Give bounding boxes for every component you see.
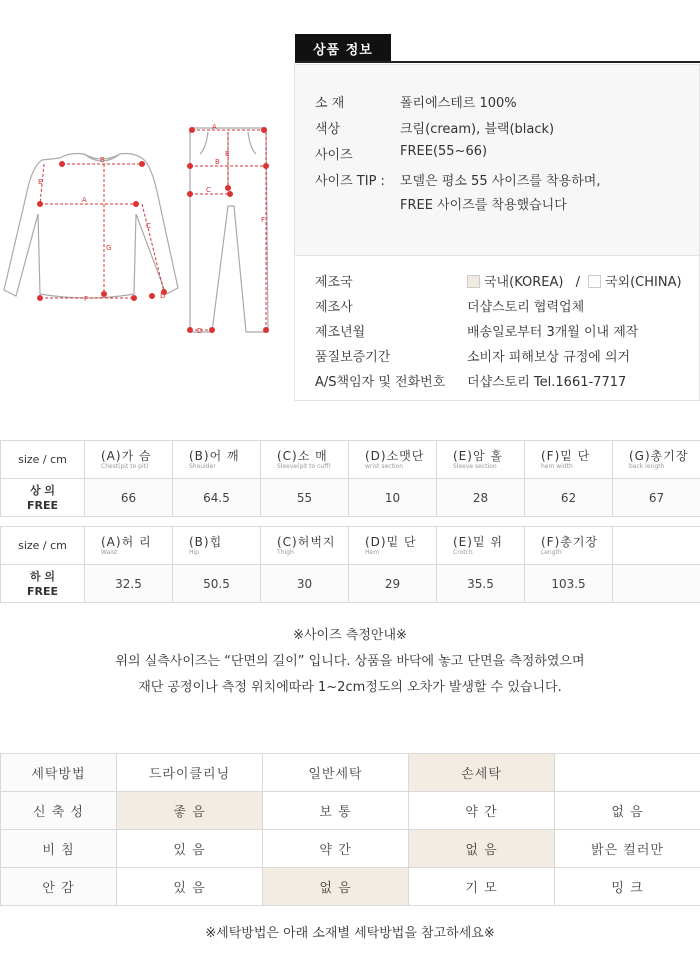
maker-value-date: 배송일로부터 3개월 이내 제작 bbox=[467, 325, 639, 340]
maker-label-as: A/S책임자 및 전화번호 bbox=[315, 375, 446, 390]
maker-box bbox=[294, 255, 700, 401]
bottom-value-thigh: 30 bbox=[261, 565, 349, 603]
top-header-wrist: (D)소맷단 wrist section bbox=[349, 441, 437, 479]
care-cell: 약 간 bbox=[263, 830, 409, 868]
top-value-hem: 62 bbox=[525, 479, 613, 517]
bottom-value-hem: 29 bbox=[349, 565, 437, 603]
size-note-title: ※사이즈 측정안내※ bbox=[293, 628, 407, 643]
care-cell: 일반세탁 bbox=[263, 754, 409, 792]
top-size-table bbox=[0, 440, 700, 517]
bottom-header-crotch: (E)밑 위 Crotch bbox=[437, 527, 525, 565]
top-header-length: (G)총기장 back length bbox=[613, 441, 700, 479]
top-value-chest: 66 bbox=[85, 479, 173, 517]
spec-label-size: 사이즈 bbox=[315, 148, 353, 163]
diagram-label-d: D bbox=[160, 292, 166, 300]
diagram-label-g: G bbox=[106, 244, 112, 252]
top-value-length: 67 bbox=[613, 479, 700, 517]
bottom-header-empty bbox=[613, 527, 700, 565]
care-cell-selected: 손세탁 bbox=[409, 754, 555, 792]
top-row-label: 상 의 FREE bbox=[1, 479, 85, 517]
country-china: 국외(CHINA) bbox=[604, 275, 682, 290]
care-cell-selected: 좋 음 bbox=[117, 792, 263, 830]
size-note-line-2: 재단 공정이나 측정 위치에따라 1~2cm정도의 오차가 발생할 수 있습니다. bbox=[138, 680, 562, 695]
spec-value-color: 크림(cream), 블랙(black) bbox=[400, 122, 555, 137]
care-row-wash bbox=[1, 754, 700, 792]
maker-label-warranty: 품질보증기간 bbox=[315, 350, 391, 365]
top-value-shoulder: 64.5 bbox=[173, 479, 261, 517]
care-cell: 있 음 bbox=[117, 868, 263, 906]
bottom-header-waist: (A)허 리 Waist bbox=[85, 527, 173, 565]
bottom-header-hem: (D)밑 단 Hem bbox=[349, 527, 437, 565]
care-cell: 밝은 컬러만 bbox=[555, 830, 700, 868]
spec-label-size-tip: 사이즈 TIP : bbox=[315, 174, 385, 189]
spec-box bbox=[294, 64, 700, 256]
care-row-sheer bbox=[1, 830, 700, 868]
care-row-stretch bbox=[1, 792, 700, 830]
spec-value-material: 폴리에스테르 100% bbox=[400, 96, 517, 111]
bottom-header-hip: (B)힙 Hip bbox=[173, 527, 261, 565]
spec-value-size: FREE(55~66) bbox=[400, 144, 488, 159]
product-info-tag: 상품 정보 bbox=[295, 34, 391, 62]
china-checkbox bbox=[588, 275, 601, 288]
care-cell: 드라이클리닝 bbox=[117, 754, 263, 792]
diagram-label-e: E bbox=[38, 178, 43, 186]
pants-label-f: F bbox=[261, 216, 266, 224]
spec-label-color: 색상 bbox=[315, 122, 341, 137]
care-cell: 밍 크 bbox=[555, 868, 700, 906]
bottom-header-length: (F)총기장 Length bbox=[525, 527, 613, 565]
maker-label-manufacturer: 제조사 bbox=[315, 300, 353, 315]
top-value-wrist: 10 bbox=[349, 479, 437, 517]
maker-value-warranty: 소비자 피해보상 규정에 의거 bbox=[467, 350, 631, 365]
care-table bbox=[0, 753, 700, 906]
pants-label-d: D bbox=[197, 327, 203, 335]
care-cell: 비 침 bbox=[1, 830, 117, 868]
info-divider bbox=[295, 61, 700, 63]
bottom-value-length: 103.5 bbox=[525, 565, 613, 603]
diagram-label-f: F bbox=[84, 295, 89, 303]
top-garment-outline bbox=[4, 154, 178, 299]
pants-label-a: A bbox=[212, 123, 217, 131]
size-note-line-1: 위의 실측사이즈는 “단면의 길이” 입니다. 상품을 바닥에 놓고 단면을 측정하였으며 bbox=[115, 654, 585, 669]
country-separator: / bbox=[575, 275, 580, 290]
korea-checkbox bbox=[467, 275, 480, 288]
maker-label-country: 제조국 bbox=[315, 275, 353, 290]
bottom-value-hip: 50.5 bbox=[173, 565, 261, 603]
top-header-sleeve: (C)소 매 Sleeve(pit to cuff) bbox=[261, 441, 349, 479]
care-cell: 없 음 bbox=[555, 792, 700, 830]
bottom-value-crotch: 35.5 bbox=[437, 565, 525, 603]
country-options bbox=[467, 271, 682, 290]
pants-label-b: B bbox=[215, 158, 220, 166]
diagram-label-b: B bbox=[100, 156, 105, 164]
care-row-lining bbox=[1, 868, 700, 906]
care-cell bbox=[555, 754, 700, 792]
diagram-label-c: C bbox=[146, 222, 151, 230]
top-header-armhole: (E)암 홀 Sleeve section bbox=[437, 441, 525, 479]
top-header-shoulder: (B)어 깨 Shoulder bbox=[173, 441, 261, 479]
diagram-label-a: A bbox=[82, 196, 87, 204]
bottom-value-empty bbox=[613, 565, 700, 603]
care-cell: 약 간 bbox=[409, 792, 555, 830]
care-cell: 신 축 성 bbox=[1, 792, 117, 830]
care-cell-selected: 없 음 bbox=[409, 830, 555, 868]
maker-label-date: 제조년월 bbox=[315, 325, 366, 340]
care-cell: 있 음 bbox=[117, 830, 263, 868]
spec-value-size-tip-1: 모델은 평소 55 사이즈를 착용하며, bbox=[400, 174, 601, 189]
top-header-chest: (A)가 슴 Chest(pit to pit) bbox=[85, 441, 173, 479]
spec-label-material: 소 재 bbox=[315, 96, 345, 111]
top-value-sleeve: 55 bbox=[261, 479, 349, 517]
top-header-hem: (F)밑 단 hem width bbox=[525, 441, 613, 479]
bottom-size-table bbox=[0, 526, 700, 603]
care-cell-selected: 없 음 bbox=[263, 868, 409, 906]
care-cell: 세탁방법 bbox=[1, 754, 117, 792]
care-note: ※세탁방법은 아래 소재별 세탁방법을 참고하세요※ bbox=[205, 926, 495, 941]
top-size-label: size / cm bbox=[1, 441, 85, 479]
maker-value-manufacturer: 더샵스토리 협력업체 bbox=[467, 300, 585, 315]
care-cell: 기 모 bbox=[409, 868, 555, 906]
pants-outline bbox=[190, 128, 268, 332]
care-cell: 보 통 bbox=[263, 792, 409, 830]
maker-value-as: 더샵스토리 Tel.1661-7717 bbox=[467, 375, 627, 390]
spec-value-size-tip-2: FREE 사이즈를 착용했습니다 bbox=[400, 198, 567, 213]
bottom-header-thigh: (C)허벅지 Thigh bbox=[261, 527, 349, 565]
country-korea: 국내(KOREA) bbox=[484, 275, 564, 290]
care-cell: 안 감 bbox=[1, 868, 117, 906]
pants-label-c: C bbox=[206, 186, 211, 194]
bottom-size-label: size / cm bbox=[1, 527, 85, 565]
bottom-row-label: 하 의 FREE bbox=[1, 565, 85, 603]
top-value-armhole: 28 bbox=[437, 479, 525, 517]
measurement-diagram bbox=[0, 118, 290, 338]
bottom-value-waist: 32.5 bbox=[85, 565, 173, 603]
pants-label-e: E bbox=[225, 150, 230, 158]
